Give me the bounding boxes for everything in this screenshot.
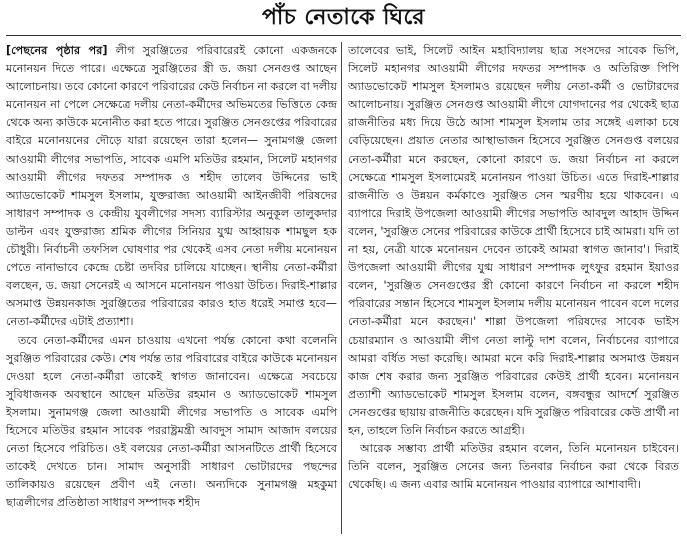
right-paragraph-1: তালেবের ভাই, সিলেট আইন মহাবিদ্যালয় ছাত্র সংসদের সাবেক ভিপি, সিলেট মহানগর আওয়ামী লীগের দফতর সম্পাদক ও অতিরিক্ত পিপি অ্যাডভোকেট শামসুল ইসলামও রয়েছেন দলীয় নেতা-কর্মী ও ভোটারদের আলোচনায়। সুরঞ্জিত সেনগুপ্ত আওয়ামী লীগে যোগদানের পর থেকেই ছাত্র রাজনীতির মধ্য দিয়ে উঠে আসা শামসুল ইসলাম তার সঙ্গেই এলাকা চষে বেড়িয়েছেন। প্রয়াত নেতার আস্থাভাজন হিসেবে সুরঞ্জিত সেনগুপ্ত বলয়ের নেতা-কর্মীরা মনে করছেন, কোনো কারণে ড. জয়া নির্বাচন না করলে সেক্ষেত্রে শামসুল ইসলামেরই মনোনয়ন পাওয়া উচিত। এতে দিরাই-শাল্লার রাজনীতি ও উন্নয়ন কর্মকাণ্ডে সুরঞ্জিত সেন স্মরণীয় হয়ে থাকবেন। এ ব্যাপারে দিরাই উপজেলা আওয়ামী লীগের সভাপতি আবদুল আহাদ উদ্দিন বলেন, 'সুরঞ্জিত সেনের পরিবারের কাউকে প্রার্থী হিসেবে চাই আমরা। যদি তা না হয়, নেত্রী যাকে মনোনয়ন দেবেন তাকেই আমরা স্বাগত জানাব'। দিরাই উপজেলা আওয়ামী লীগের যুগ্ম সাধারণ সম্পাদক লুৎফুর রহমান ইয়াওর বলেন, 'সুরঞ্জিত সেনগুপ্তের স্ত্রী কোনো কারণে নির্বাচন না করলে শহীদ পরিবারের সন্তান হিসেবে শামসুল ইসলাম দলীয় মনোনয়ন পাবেন বলে দলের নেতা-কর্মীরা মনে করছেন।' শাল্লা উপজেলা পরিষদের সাবেক ভাইস চেয়ারম্যান ও আওয়ামী লীগ নেতা লাল্টু দাশ বলেন, নির্বাচনের ব্যাপারে আমরা বর্ধিত সভা করেছি। আমরা মনে করি দিরাই-শাল্লার অসমাপ্ত উন্নয়ন কাজ শেষ করার জন্য সুরঞ্জিত পরিবারের কেউই প্রার্থী হবেন। মনোনয়ন প্রত্যাশী অ্যাডভোকেট শামসুল ইসলাম বলেন, বঙ্গবন্ধুর আদর্শে সুরঞ্জিত সেনগুপ্তের ছায়ায় রাজনীতি করেছেন। যদি সুরঞ্জিত পরিবারের কেউ প্রার্থী না হন, তাহলে তিনি নির্বাচন করতে আগ্রহী। <box>348 44 679 437</box>
left-paragraph-2: তবে নেতা-কর্মীদের এমন চাওয়ায় এখনো পর্যন্ত কোনো কথা বলেননি সুরঞ্জিত পরিবারের কেউ। শেষ পর্যন্ত তার পরিবারের বাইরে কাউকে মনোনয়ন দেওয়া হলে নেতা-কর্মীরা তাকেই স্বাগত জানাবেন। এক্ষেত্রে সবচেয়ে সুবিধাজনক অবস্থানে আছেন মতিউর রহমান ও অ্যাডভোকেট শামসুল ইসলাম। সুনামগঞ্জ জেলা আওয়ামী লীগের সভাপতি ও সাবেক এমপি হিসেবে মতিউর রহমান সাবেক পররাষ্ট্রমন্ত্রী আবদুস সামাদ আজাদ বলয়ের নেতা হিসেবে পরিচিত। ওই বলয়ের নেতা-কর্মীরা আসনটিতে প্রার্থী হিসেবে তাকেই দেখতে চান। সামাদ অনুসারী সাধারণ ভোটারদের পছন্দের তালিকায়ও রয়েছেন প্রবীণ এই নেতা। অন্যদিকে সুনামগঞ্জ মহকুমা ছাত্রলীগের প্রতিষ্ঠাতা সাধারণ সম্পাদক শহীদ <box>6 333 337 510</box>
left-paragraph-1-text: লীগ সুরঞ্জিতের পরিবারেরই কোনো একজনকে মনোনয়ন দিতে পারে। এক্ষেত্রে সুরঞ্জিতের স্ত্রী ড. জয়া সেনগুপ্ত আছেন আলোচনায়। তবে কোনো কারণে পরিবারের কেউ নির্বাচন না করলে বা দলীয় মনোনয়ন না পেলে সেক্ষেত্রে দলীয় নেতা-কর্মীদের অভিমতের ভিত্তিতে কেন্দ্র থেকে অন্য কাউকে মনোনীত করা হতে পারে। সুরঞ্জিত সেনগুপ্তের পরিবারের বাইরে মনোনয়নের দৌড়ে যারা রয়েছেন তারা হলেন— সুনামগঞ্জ জেলা আওয়ামী লীগের সভাপতি, সাবেক এমপি মতিউর রহমান, সিলেট মহানগর আওয়ামী লীগের দফতর সম্পাদক ও শহীদ তালেব উদ্দিনের ভাই অ্যাডভোকেট শামসুল ইসলাম, যুক্তরাজ্য আওয়ামী আইনজীবী পরিষদের সাধারণ সম্পাদক ও কেন্দ্রীয় যুবলীগের সদস্য ব্যারিস্টার অনুকূল তালুকদার ডাল্টন এবং যুক্তরাজ্য শ্রমিক লীগের সিনিয়র যুগ্ম আহ্বায়ক শামছুল হক চৌধুরী। নির্বাচনী তফসিল ঘোষণার পর থেকেই এসব নেতা দলীয় মনোনয়ন পেতে নানাভাবে কেন্দ্রে চেষ্টা তদবির চালিয়ে যাচ্ছেন। স্থানীয় নেতা-কর্মীরা বলছেন, ড. জয়া সেনেরই এ আসনে মনোনয়ন পাওয়া উচিত। দিরাই-শাল্লার অসমাপ্ত উন্নয়নকাজ সুরঞ্জিতের পরিবারের কারও হাত ধরেই সমাপ্ত হবে— নেতা-কর্মীদের এটাই প্রত্যাশা। <box>6 44 337 329</box>
article-headline: পাঁচ নেতাকে ঘিরে <box>261 4 425 30</box>
headline-rule <box>6 35 681 36</box>
continued-tag: [পেছনের পৃষ্ঠার পর] <box>6 44 108 57</box>
column-divider <box>341 42 342 534</box>
left-column <box>6 42 337 537</box>
right-column <box>348 42 679 537</box>
right-paragraph-2: আরেক সম্ভাব্য প্রার্থী মতিউর রহমান বলেন, তিনি মনোনয়ন চাইবেন। তিনি বলেন, সুরঞ্জিত সেনের জন্য তিনবার নির্বাচন করা থেকে বিরত থেকেছি। এ জন্য এবার আমি মনোনয়ন পাওয়ার ব্যাপারে আশাবাদী। <box>348 442 679 492</box>
left-paragraph-1 <box>6 42 337 332</box>
